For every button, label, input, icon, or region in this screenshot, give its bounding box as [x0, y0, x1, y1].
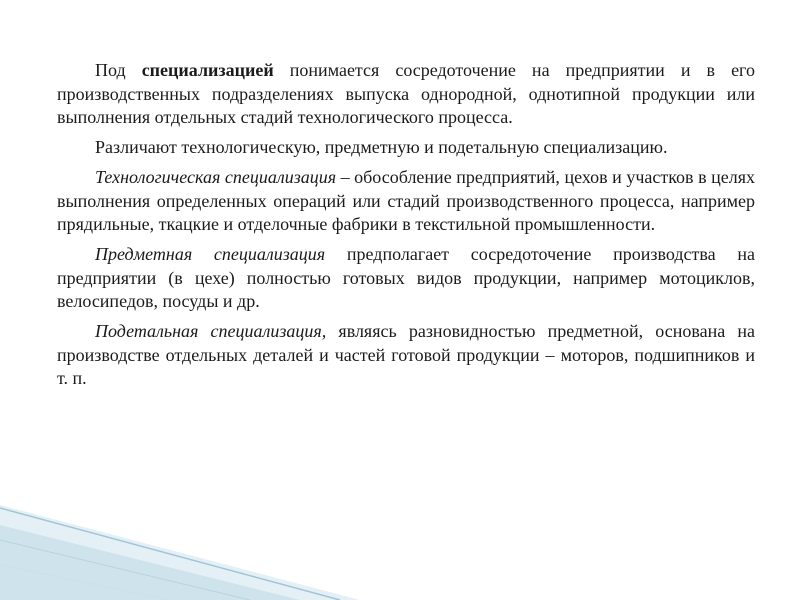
- paragraph-subject: [57, 243, 755, 314]
- paragraph-types-text: Различают технологическую, предметную и подетальную специализацию.: [95, 137, 668, 157]
- term-subject-specialization: Предметная специализация: [95, 244, 326, 264]
- paragraph-technological: [57, 166, 755, 237]
- paragraph-definition-body: понимается сосредоточение на предприятии и в его производственных подразделениях выпуска однородной, однотипной продукции или выполнения отдельных стадий технологического процесса.: [57, 60, 755, 127]
- term-detail-specialization: Подетальная специализация,: [95, 321, 327, 341]
- paragraph-types: [57, 136, 755, 160]
- paragraph-definition-lead: Под: [95, 60, 142, 80]
- paragraph-technological-body: – обособление предприятий, цехов и участков в целях выполнения определенных операций или стадий производственного процесса, например прядильные, ткацкие и отделочные фабрики в текстильной промышленности.: [57, 167, 755, 234]
- term-technological-specialization: Технологическая специализация: [95, 167, 337, 187]
- text-block: [57, 59, 755, 391]
- paragraph-detail: [57, 320, 755, 391]
- paragraph-definition: [57, 59, 755, 130]
- paragraph-subject-body: предполагает сосредоточение производства на предприятии (в цехе) полностью готовых видов продукции, например мотоциклов, велосипедов, посуды и др.: [57, 244, 755, 311]
- term-specialization: специализацией: [141, 60, 274, 80]
- paragraph-detail-body: являясь разновидностью предметной, основана на производстве отдельных деталей и частей готовой продукции – моторов, подшипников и т. п.: [57, 321, 755, 388]
- decor-stripe-mid: [0, 525, 300, 600]
